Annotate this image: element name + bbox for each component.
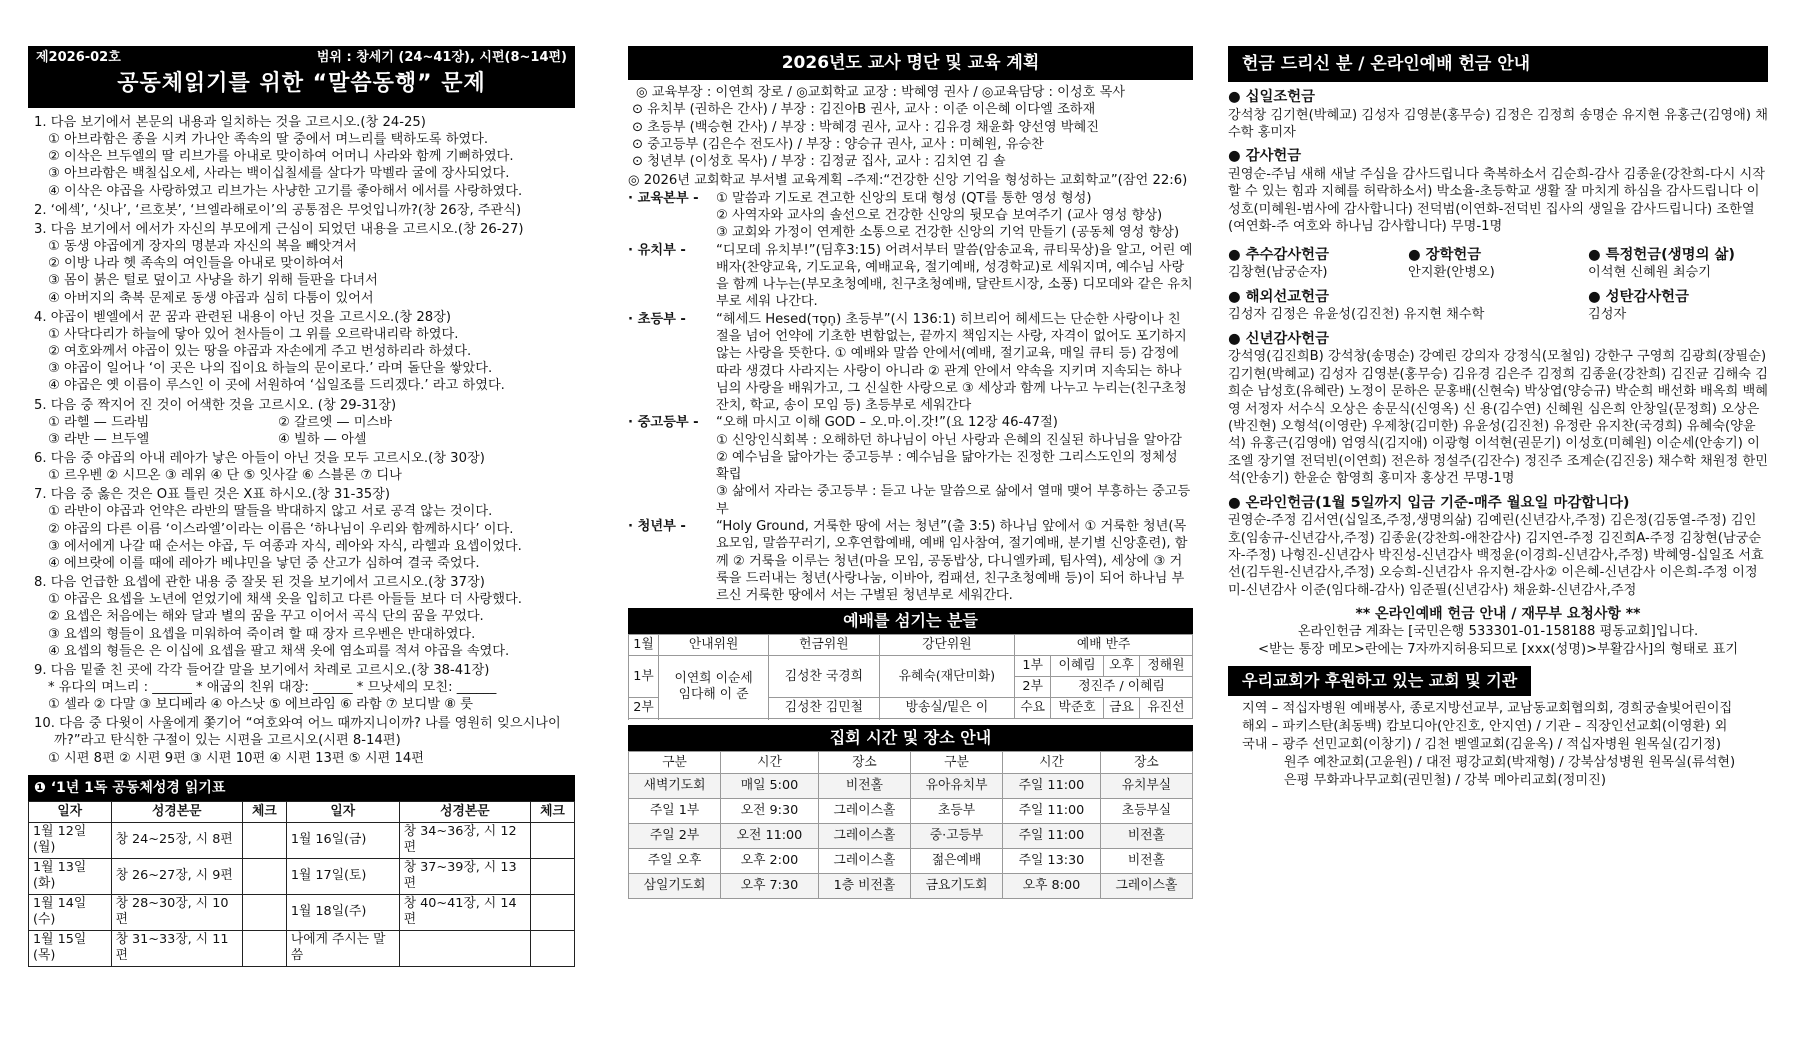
- question-10: [28, 715, 575, 766]
- scholarship-heading: ● 장학헌금: [1408, 246, 1588, 265]
- servers-r2-wed: 수요: [1015, 698, 1051, 719]
- support-line: 국내 – 광주 선민교회(이창기) / 김천 벧엘교회(김윤옥) / 적십자병원 원목실(김기정): [1242, 737, 1721, 753]
- reading-range: 범위 : 창세기 (24~41장), 시편(8~14편): [316, 50, 567, 65]
- special-names: 이석현 신혜원 최승기: [1588, 265, 1712, 281]
- question-8: [28, 574, 575, 660]
- question-option: ① 사닥다리가 하늘에 닿아 있어 천사들이 그 위를 오르락내리락 하였다.: [48, 326, 459, 342]
- support-line: 지역 – 적십자병원 예배봉사, 종로지방선교부, 교남동교회협의회, 경희궁솔빛어린이집: [1242, 701, 1733, 717]
- reading-table: [28, 801, 575, 967]
- online-heading: ● 온라인헌금(1월 5일까지 입금 기준-매주 월요일 마감합니다): [1228, 494, 1768, 513]
- meeting-cell: 그레이스홀: [818, 824, 910, 849]
- question-option: ① 라헬 — 드라빔: [48, 414, 150, 430]
- support-line: 원주 예찬교회(고윤원) / 대전 평강교회(박재형) / 강북삼성병원 원목실(류석현): [1242, 755, 1736, 771]
- question-option: ④ 에브랏에 이를 때에 레아가 베냐민을 낳던 중 산고가 심하여 결국 죽었다.: [48, 555, 480, 571]
- servers-r1-offering: 김성찬 국경희: [769, 656, 879, 698]
- servers-r2-wed-name: 박준호: [1051, 698, 1104, 719]
- question-option: ② 야곱의 다른 이름 ‘이스라엘’이라는 이름은 ‘하나님이 우리와 함께하시다’ 이다.: [48, 521, 514, 537]
- question-text: 9. 다음 밑줄 친 곳에 각각 들어갈 말을 보기에서 차례로 고르시오.(창 38-41장): [34, 662, 490, 678]
- question-text: 8. 다음 언급한 요셉에 관한 내용 중 잘못 된 것을 보기에서 고르시오.(창 37장): [34, 575, 485, 591]
- offering-title: 헌금 드리신 분 / 온라인예배 헌금 안내: [1228, 46, 1768, 82]
- quiz-title: 공동체읽기를 위한 “말씀동행” 문제: [117, 71, 486, 96]
- question-option: ③ 라반 — 브두엘: [48, 431, 150, 447]
- online-account: 온라인헌금 계좌는 [국민은행 533301-01-158188 평동교회]입니다.: [1297, 624, 1699, 640]
- servers-r1-p4: 정해원: [1139, 656, 1192, 677]
- reading-cell: 창 28~30장, 시 10편: [111, 894, 242, 930]
- meeting-cell: 젊은예배: [910, 849, 1002, 874]
- reading-header: 일자: [29, 801, 112, 822]
- meeting-cell: 오후 2:00: [721, 849, 819, 874]
- reading-check-cell[interactable]: [531, 930, 575, 966]
- question-option: ① 아브라함은 종을 시켜 가나안 족속의 딸 중에서 며느리를 택하도록 하였다.: [48, 132, 489, 148]
- scholarship-names: 안지환(안병오): [1408, 265, 1495, 281]
- meeting-cell: 비전홀: [1100, 824, 1192, 849]
- servers-r2-part: 2부: [629, 698, 659, 719]
- reading-header: 체크: [242, 801, 286, 822]
- question-option: ① 르우벤 ② 시므온 ③ 레위 ④ 단 ⑤ 잇사갈 ⑥ 스블론 ⑦ 디나: [48, 468, 402, 484]
- meeting-cell: 비전홀: [818, 774, 910, 799]
- reading-check-cell[interactable]: [242, 930, 286, 966]
- plan-line: ③ 삶에서 자라는 중고등부 : 듣고 나눈 말씀으로 삶에서 열매 맺어 부흥하는 중고등부: [716, 484, 1191, 517]
- plan-block: [628, 518, 1193, 604]
- reading-check-cell[interactable]: [242, 858, 286, 894]
- reading-cell: 창 37~39장, 시 13편: [399, 858, 530, 894]
- education-column: [628, 46, 1193, 899]
- question-text: 5. 다음 중 짝지어 진 것이 어색한 것을 고르시오. (창 29-31장): [34, 397, 397, 413]
- question-option: ① 시편 8편 ② 시편 9편 ③ 시편 10편 ④ 시편 13편 ⑤ 시편 14편: [48, 750, 425, 766]
- servers-r1-altar: 유혜숙(재단미화): [879, 656, 1015, 698]
- meeting-cell: 주일 2부: [629, 824, 721, 849]
- meeting-cell: 주일 오후: [629, 849, 721, 874]
- issue-number: 제2026-02호: [36, 50, 121, 65]
- reading-cell: 1월 16일(금): [286, 822, 399, 858]
- question-option: ② 이방 나라 헷 족속의 여인들을 아내로 맞이하여서: [48, 256, 344, 272]
- meeting-cell: 매일 5:00: [721, 774, 819, 799]
- question-text: 1. 다음 보기에서 본문의 내용과 일치하는 것을 고르시오.(창 24-25): [34, 115, 426, 130]
- thanks-heading: ● 감사헌금: [1228, 147, 1768, 166]
- question-text: 7. 다음 중 옳은 것은 O표 틀린 것은 X표 하시오.(창 31-35장): [34, 487, 391, 503]
- servers-r2-p2: 정진주 / 이혜림: [1051, 677, 1193, 698]
- meeting-cell: 주일 11:00: [1003, 774, 1101, 799]
- question-option: ③ 몸이 붉은 털로 덮이고 사냥을 하기 위해 들판을 다녀서: [48, 273, 378, 289]
- plan-line: ② 예수님을 닮아가는 중고등부 : 예수님을 닮아가는 진정한 그리스도인의 정체성 확립: [716, 449, 1178, 483]
- question-option: ③ 에서에게 나갈 때 순서는 야곱, 두 여종과 자식, 레아와 자식, 라헬과 요셉이었다.: [48, 538, 522, 554]
- question-list: [28, 114, 575, 767]
- reading-cell: 1월 15일(목): [29, 930, 112, 966]
- meeting-cell: 비전홀: [1100, 849, 1192, 874]
- question-option: ④ 아버지의 축복 문제로 동생 야곱과 심히 다툼이 있어서: [48, 290, 374, 306]
- plan-line: “Holy Ground, 거룩한 땅에 서는 청년”(출 3:5) 하나님 앞에서 ① 거룩한 청년(목요모임, 말씀꾸러기, 오후연합예배, 예배 임사참여, 절기예배, 분기별 신앙훈련), 함께 ② 거룩을 이루는 청년(마을 모임, 공동밥상, 다니엘카페, 팀사역), 세상에 ③ 거룩을 드러내는 청년(사랑나눔, 이바아, 컴패션, 친구초청예배 등)이 되어 하나님 부르신 거룩한 땅에서 서는 구별된 청년부로 세워간다.: [716, 519, 1188, 604]
- reading-check-cell[interactable]: [242, 894, 286, 930]
- meeting-cell: 새벽기도회: [629, 774, 721, 799]
- newyear-heading: ● 신년감사헌금: [1228, 330, 1768, 349]
- meeting-header: 구분: [910, 752, 1002, 774]
- meeting-cell: 그레이스홀: [818, 799, 910, 824]
- reading-row: [29, 822, 575, 858]
- question-option: ② 여호와께서 야곱이 있는 땅을 야곱과 자손에게 주고 번성하리라 하셨다.: [48, 344, 472, 360]
- meeting-row: [629, 774, 1193, 799]
- reading-cell: 창 31~33장, 시 11편: [111, 930, 242, 966]
- question-text: 4. 야곱이 벧엘에서 꾼 꿈과 관련된 내용이 아닌 것을 고르시오.(창 28장): [34, 309, 451, 325]
- question-option: * 유다의 며느리 : ______ * 애굽의 친위 대장: ______ * 므낫세의 모친: ______: [48, 680, 497, 695]
- reading-cell: 창 34~36장, 시 12편: [399, 822, 530, 858]
- meeting-cell: 유치부실: [1100, 774, 1192, 799]
- reading-table-title: ❶ ‘1년 1독 공동체성경 읽기표: [28, 775, 575, 801]
- plan-line: “헤세드 Hesed(חֶסֶד) 초등부”(시 136:1) 히브리어 헤세드는 단순한 사랑이나 친절을 넘어 언약에 기초한 변함없는, 끝까지 책임지는 사랑, 자격이 없어도 포기하지 않는 사랑을 뜻한다. ① 예배와 말씀 안에서(예배, 절기교육, 매일 큐티 등) 감정에 따라 생겼다 사라지는 사랑이 아니라 ② 관계 안에서 약속을 지키며 지속되는 하나님의 사랑을 배워가고, 그 신실한 사랑으로 ③ 세상과 함께 나누고 누리는(친구초청잔치, 학교, 송이 모임 등) 초등부로 세워간다: [716, 311, 1187, 414]
- reading-header: 일자: [286, 801, 399, 822]
- meeting-row: [629, 849, 1193, 874]
- servers-r2-fri: 금요: [1104, 698, 1140, 719]
- online-notice-title: ** 온라인예배 헌금 안내 / 재무부 요청사항 **: [1355, 606, 1641, 623]
- staff-line: ⊙ 청년부 (이성호 목사) / 부장 : 김정균 집사, 교사 : 김치연 김 솔: [632, 154, 1006, 170]
- reading-cell: 1월 12일(월): [29, 822, 112, 858]
- question-option: ③ 요셉의 형들이 요셉을 미워하여 죽이려 할 때 장자 르우벤은 반대하였다.: [48, 626, 476, 642]
- offering-column: [1228, 46, 1768, 790]
- tithe-heading: ● 십일조헌금: [1228, 88, 1768, 107]
- plan-label: · 중고등부 -: [628, 415, 699, 431]
- meeting-cell: 주일 11:00: [1003, 824, 1101, 849]
- question-option: ② 갈르엣 — 미스바: [278, 414, 393, 430]
- servers-r2-offering: 김성찬 김민철: [769, 698, 879, 719]
- meeting-header: 장소: [1100, 752, 1192, 774]
- meeting-cell: 1층 비전홀: [818, 874, 910, 899]
- plan-label: · 초등부 -: [628, 311, 686, 327]
- support-title: 우리교회가 후원하고 있는 교회 및 기관: [1228, 666, 1531, 696]
- question-option: ④ 야곱은 옛 이름이 루스인 이 곳에 서원하여 ‘십일조를 드리겠다.’ 라고 하였다.: [48, 378, 505, 394]
- meeting-cell: 그레이스홀: [1100, 874, 1192, 899]
- plan-line: ③ 교회와 가정이 연계한 소통으로 건강한 신앙의 기억 만들기 (공동체 영성 향상): [716, 225, 1180, 241]
- question-option: ③ 아브라함은 백칠십오세, 사라는 백이십칠세를 살다가 막벨라 굴에 장사되었다.: [48, 166, 510, 182]
- plan-list: [628, 190, 1193, 605]
- question-option: ④ 빌하 — 아셀: [278, 431, 367, 447]
- meeting-cell: 유아유치부: [910, 774, 1002, 799]
- question-text: 2. ‘에섹’, ‘싯나’, ‘르호봇’, ‘브엘라해로이’의 공통점은 무엇입니까?(창 26장, 주관식): [34, 202, 522, 218]
- reading-check-cell[interactable]: [242, 822, 286, 858]
- meeting-cell: 중·고등부: [910, 824, 1002, 849]
- support-list: [1228, 700, 1768, 790]
- servers-h4: 예배 반주: [1015, 635, 1193, 656]
- question-option: ① 동생 야곱에게 장자의 명분과 자신의 복을 빼앗겨서: [48, 239, 357, 255]
- meeting-cell: 초등부실: [1100, 799, 1192, 824]
- reading-cell: 1월 18일(주): [286, 894, 399, 930]
- question-option-row: [28, 431, 575, 448]
- thanks-names: 권영순-주님 새해 새날 주심을 감사드립니다 축복하소서 김순희-감사 김종윤(강찬희-다시 시작할 수 있는 힘과 지혜를 허락하소서) 박소율-초등학교 생활 잘 마치게 하심을 감사드립니다 이성호(미혜원-범사에 감사합니다) 전덕범(이연화-전덕빈 집사의 생일을 감사드립니다) 조한열(여연화-주 여호와 하나님 감사합니다) 무명-1명: [1228, 167, 1766, 235]
- question-text: 3. 다음 보기에서 에서가 자신의 부모에게 근심이 되었던 내용을 고르시오.(창 26-27): [34, 221, 524, 237]
- servers-r1-p3: 오후: [1104, 656, 1140, 677]
- meeting-row: [629, 824, 1193, 849]
- meeting-cell: 오후 7:30: [721, 874, 819, 899]
- education-title: 2026년도 교사 명단 및 교육 계획: [628, 46, 1193, 80]
- support-line: 은평 무화과나무교회(권민철) / 강북 메아리교회(정미진): [1242, 773, 1606, 789]
- mission-names: 김성자 김정은 유윤성(김진천) 유지현 채수학: [1228, 307, 1485, 323]
- servers-r2-altar: 방송실/밑은 이: [879, 698, 1015, 719]
- reading-cell: [399, 930, 530, 966]
- servers-h2: 헌금위원: [769, 635, 879, 656]
- reading-cell: 나에게 주시는 말씀: [286, 930, 399, 966]
- question-4: [28, 309, 575, 395]
- meeting-header: 시간: [1003, 752, 1101, 774]
- servers-r1-guide: 이연희 이순세 임다해 이 준: [658, 656, 768, 719]
- meeting-cell: 오전 11:00: [721, 824, 819, 849]
- servers-h1: 안내위원: [658, 635, 768, 656]
- online-memo: <받는 통장 메모>란에는 7자까지허용되므로 [xxx(성명)>부활감사]의 형태로 표기: [1257, 641, 1739, 657]
- meeting-cell: 삼일기도회: [629, 874, 721, 899]
- plan-line: ② 사역자와 교사의 솔선으로 건강한 신앙의 뒷모습 보여주기 (교사 영성 향상): [716, 207, 1163, 223]
- meeting-cell: 오후 8:00: [1003, 874, 1101, 899]
- servers-h0: 1월: [629, 635, 659, 656]
- question-6: [28, 450, 575, 484]
- reading-cell: 1월 13일(화): [29, 858, 112, 894]
- online-names: 권영순-주정 김서연(십일조,주정,생명의삶) 김예린(신년감사,주정) 김은정(김동열-주정) 김인호(임송규-신년감사,주정) 김종윤(강찬희-애찬감사) 김지연-주정 김진희A-주정 김창현(남궁순자-주정) 나형진-신년감사 박진성-신년감사 백정윤(이경희-신년감사,주정) 박혜영-십일조 서효선(김두원-신년감사,주정) 오승희-신년감사 유지현-감사② 이은혜-신년감사 이은희-주정 이정미-신년감사 이준(임다해-감사) 임준필(신년감사) 채윤화-신년감사,주정: [1228, 513, 1764, 598]
- question-option: ① 야곱은 요셉을 노년에 얻었기에 채색 옷을 입히고 다른 아들들 보다 더 사랑했다.: [48, 592, 522, 608]
- plan-title: ◎ 2026년 교회학교 부서별 교육계획 –주제:“건강한 신앙 기억을 형성하는 교회학교”(잠언 22:6): [628, 173, 1188, 189]
- servers-r2-p1: 2부: [1015, 677, 1051, 698]
- meeting-cell: 그레이스홀: [818, 849, 910, 874]
- staff-line: ⊙ 중고등부 (김은수 전도사) / 부장 : 양승규 권사, 교사 : 미혜원, 유승찬: [632, 136, 1044, 152]
- reading-row: [29, 894, 575, 930]
- offering-row-2: [1228, 282, 1768, 324]
- special-heading: ● 특정헌금(생명의 삶): [1588, 246, 1768, 265]
- question-text: 10. 다음 중 다윗이 사울에게 쫓기어 “여호와여 어느 때까지니이까? 나를 영원히 잊으시나이까?”라고 탄식한 구절이 있는 시편을 고르시오(시편 8-14편): [34, 716, 561, 749]
- meeting-row: [629, 799, 1193, 824]
- christmas-names: 김성자: [1588, 307, 1627, 323]
- reading-cell: 창 40~41장, 시 14편: [399, 894, 530, 930]
- question-2: [28, 202, 575, 219]
- meeting-cell: 초등부: [910, 799, 1002, 824]
- meeting-row: [629, 874, 1193, 899]
- harvest-names: 김창현(남궁순자): [1228, 265, 1328, 281]
- servers-table: [628, 634, 1193, 719]
- meeting-table: [628, 751, 1193, 899]
- servers-r1-part: 1부: [629, 656, 659, 698]
- plan-label: · 유치부 -: [628, 242, 686, 258]
- meeting-header: 장소: [818, 752, 910, 774]
- plan-label: · 청년부 -: [628, 519, 686, 535]
- servers-r1-p1: 1부: [1015, 656, 1051, 677]
- reading-header: 성경본문: [399, 801, 530, 822]
- mission-heading: ● 해외선교헌금: [1228, 288, 1588, 307]
- question-option: ④ 요셉의 형들은 은 이십에 요셉을 팔고 채색 옷에 염소피를 적셔 야곱을 속였다.: [48, 643, 510, 659]
- question-9: [28, 662, 575, 713]
- staff-line: ⊙ 유치부 (권하은 간사) / 부장 : 김진아B 권사, 교사 : 이준 이은혜 이다엘 조하재: [632, 102, 1096, 118]
- question-5: [28, 397, 575, 448]
- reading-check-cell[interactable]: [531, 858, 575, 894]
- servers-r2-fri-name: 유진선: [1139, 698, 1192, 719]
- newyear-names: 강석영(김진희B) 강석창(송명순) 강예린 강의자 강정식(모철임) 강한구 구영희 김광희(장필순) 김기현(박혜교) 김성자 김영분(홍무승) 김유경 김은주 김정희 김종윤(강찬희) 김진균 김해숙 김희순 남성호(유혜란) 노정이 문하은 문홍배(신현숙) 박상엽(양승규) 박순희 배선화 배옥희 백혜영 서정자 서수식 오상은 송문식(신영옥) 신 용(김수연) 신혜원 심은희 안창일(문정희) 오상은(박진현) 오형석(이영란) 우제창(김미한) 유윤성(김진천) 유정란 유지찬(국경희) 유혜숙(양윤석) 유홍근(김영애) 엄영식(김지애) 이광형 이석현(권문기) 이성호(미혜원) 이순세(안송기) 이조엘 장기열 전덕빈(이연희) 전은하 정설주(김잔수) 정진주 조계순(김진웅) 채수학 채원정 한민석(안송기) 한윤순 함영희 홍미자 홍상건 무명-1명: [1228, 349, 1768, 487]
- reading-check-cell[interactable]: [531, 894, 575, 930]
- meeting-cell: 금요기도회: [910, 874, 1002, 899]
- reading-header: 체크: [531, 801, 575, 822]
- quiz-header: [28, 46, 575, 108]
- plan-block: [628, 414, 1193, 518]
- question-option: ② 이삭은 브두엘의 딸 리브가를 아내로 맞이하여 어머니 사라와 함께 기뻐하였다.: [48, 149, 514, 165]
- question-option-row: [28, 414, 575, 431]
- meeting-title: 집회 시간 및 장소 안내: [628, 725, 1193, 751]
- plan-line: ① 신앙인식회복 : 오해하던 하나님이 아닌 사랑과 은혜의 진실된 하나님을 알아감: [716, 432, 1182, 448]
- question-7: [28, 486, 575, 572]
- question-option: ④ 이삭은 야곱을 사랑하였고 리브가는 사냥한 고기를 좋아해서 에서를 사랑하였다.: [48, 183, 523, 199]
- plan-line: “오해 마시고 이해 GOD – 오.마.이.갓!”(요 12장 46-47절): [716, 415, 1058, 431]
- support-line: 해외 – 파키스탄(최동백) 캄보디아(안진호, 안지연) / 기관 – 직장인선교회(이영환) 외: [1242, 719, 1728, 735]
- tithe-names: 강석창 김기현(박혜교) 김성자 김영분(홍무승) 김정은 김정희 송명순 유지현 유홍근(김영애) 채수학 홍미자: [1228, 107, 1768, 140]
- meeting-cell: 주일 11:00: [1003, 799, 1101, 824]
- meeting-cell: 오전 9:30: [721, 799, 819, 824]
- question-option: ① 라반이 야곱과 언약은 라반의 딸들을 박대하지 않고 서로 공격 않는 것이다.: [48, 504, 493, 520]
- plan-block: [628, 311, 1193, 415]
- question-text: 6. 다음 중 야곱의 아내 레아가 낳은 아들이 아닌 것을 모두 고르시오.(창 30장): [34, 450, 485, 466]
- servers-title: 예배를 섬기는 분들: [628, 608, 1193, 634]
- question-option: ① 셀라 ② 다말 ③ 보디베라 ④ 아스낫 ⑤ 에브라임 ⑥ 라함 ⑦ 보디발 ⑧ 룻: [48, 697, 473, 713]
- meeting-cell: 주일 1부: [629, 799, 721, 824]
- reading-row: [29, 930, 575, 966]
- quiz-column: [28, 46, 575, 967]
- question-option: ③ 야곱이 일어나 ‘이 곳은 나의 집이요 하늘의 문이로다.’ 라며 돌단을 쌓았다.: [48, 361, 493, 377]
- meeting-cell: 주일 13:30: [1003, 849, 1101, 874]
- plan-block: [628, 190, 1193, 242]
- question-3: [28, 221, 575, 307]
- question-option: ② 요셉은 처음에는 해와 달과 별의 꿈을 꾸고 이어서 곡식 단의 꿈을 꾸었다.: [48, 609, 484, 625]
- offering-row-1: [1228, 240, 1768, 282]
- meeting-header: 구분: [629, 752, 721, 774]
- staff-line: ◎ 교육부장 : 이연희 장로 / ◎교회학교 교장 : 박혜영 권사 / ◎교육담당 : 이성호 목사: [636, 85, 1126, 100]
- staff-line: ⊙ 초등부 (백승현 간사) / 부장 : 박혜경 권사, 교사 : 김유경 채윤화 양선영 박혜진: [632, 119, 1099, 135]
- reading-cell: 창 26~27장, 시 9편: [111, 858, 242, 894]
- christmas-heading: ● 성탄감사헌금: [1588, 288, 1768, 307]
- reading-cell: 1월 14일(수): [29, 894, 112, 930]
- reading-cell: 창 24~25장, 시 8편: [111, 822, 242, 858]
- harvest-heading: ● 추수감사헌금: [1228, 246, 1408, 265]
- reading-cell: 1월 17일(토): [286, 858, 399, 894]
- question-1: [28, 114, 575, 200]
- servers-r1-p2: 이혜림: [1051, 656, 1104, 677]
- reading-header: 성경본문: [111, 801, 242, 822]
- staff-list: [628, 84, 1193, 170]
- plan-line: “디모데 유치부!”(딤후3:15) 어려서부터 말씀(암송교육, 큐티묵상)을 알고, 어린 예배자(찬양교육, 기도교육, 예배교육, 절기예배, 성경학교)로 세워지며, 예수님 사랑을 함께 나누는(부모초청예배, 친구초청예배, 달란트시장, 소풍) 디모데와 같은 유치부로 세워 나간다.: [716, 242, 1193, 310]
- meeting-header: 시간: [721, 752, 819, 774]
- reading-check-cell[interactable]: [531, 822, 575, 858]
- plan-label: · 교육본부 -: [628, 190, 699, 206]
- plan-block: [628, 242, 1193, 311]
- servers-h3: 강단위원: [879, 635, 1015, 656]
- plan-line: ① 말씀과 기도로 견고한 신앙의 토대 형성 (QT를 통한 영성 형성): [716, 190, 1092, 206]
- reading-row: [29, 858, 575, 894]
